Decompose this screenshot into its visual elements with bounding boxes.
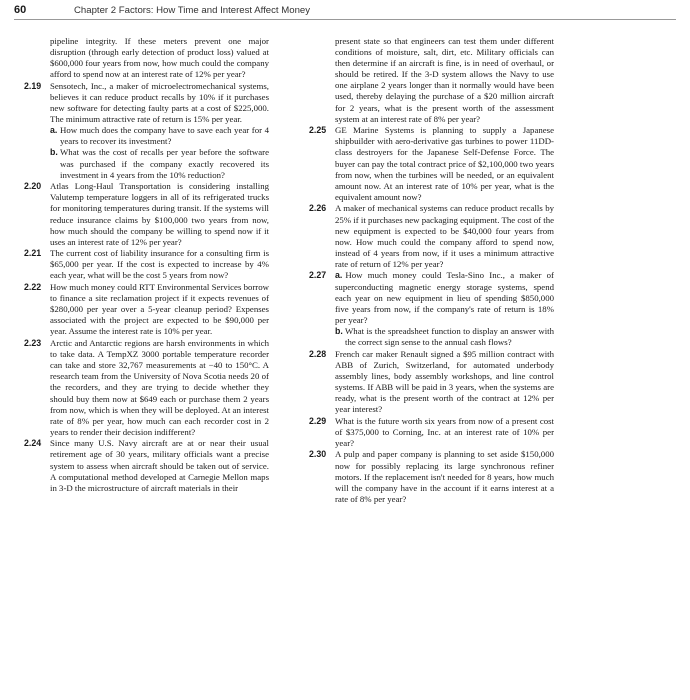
part-text: What is the spreadsheet function to display an answer with the correct sign sense to the annual cash flows? <box>345 325 554 348</box>
problem-2-19 <box>24 81 269 181</box>
problem-number: 2.22 <box>24 282 42 293</box>
problem-text: Arctic and Antarctic regions are harsh environments in which to take data. A TempXZ 3000 portable temperature recorder can take and store 32,767 measurements at −40 to 150°C. A research team from the University of Nova Scotia needs 20 of the recorders, and they are trying to decide whether they should buy them now at $649 each or purchase them 2 years from now, which is when they will be deployed. At an interest rate of 8% per year, how much can each recorder cost in 2 years to render their decision indifferent? <box>50 338 269 437</box>
problem-2-22 <box>24 282 269 337</box>
problem-2-19-part-b <box>50 147 269 180</box>
header-rule <box>14 19 676 20</box>
problem-continuation-left <box>24 36 269 80</box>
problem-number: 2.28 <box>309 348 327 359</box>
part-label: b. <box>335 325 343 336</box>
problem-continuation-right <box>309 36 554 125</box>
problem-text: pipeline integrity. If these meters prevent one major disruption (through early detection of product loss) valued at $600,000 four years from now, how much could the company afford to spend now at an interest rate of 12% per year? <box>50 36 269 80</box>
problem-2-30 <box>309 449 554 504</box>
problem-2-25 <box>309 125 554 203</box>
problem-text: What is the future worth six years from now of a present cost of $375,000 to Corning, Inc. at an interest rate of 10% per year? <box>335 415 554 448</box>
part-label: b. <box>50 147 58 158</box>
problem-number: 2.27 <box>309 270 327 281</box>
problem-2-19-part-a <box>50 125 269 147</box>
problem-2-24 <box>24 438 269 493</box>
problem-text: present state so that engineers can test them under different conditions of moisture, salt, dirt, etc. Military officials can then determine if an aircraft is fine, is in need of overhaul, or should be retired. If the 3-D system allows the Navy to use one airplane 2 years longer than it normally would have been used, thereby delaying the purchase of a $20 million aircraft for 2 years, what is the present worth of the assessment system at an interest rate of 8% per year? <box>335 36 554 124</box>
page-number: 60 <box>14 4 27 16</box>
problem-text: Sensotech, Inc., a maker of microelectromechanical systems, believes it can reduce product recalls by 10% if it purchases new software for detecting faulty parts at a cost of $225,000. The minimum attractive rate of return is 15% per year. <box>50 80 269 125</box>
part-label: a. <box>50 125 58 136</box>
problem-2-29 <box>309 416 554 449</box>
problem-2-23 <box>24 338 269 438</box>
right-column <box>309 36 554 505</box>
part-text: How much does the company have to save each year for 4 years to recover its investment? <box>60 125 269 147</box>
problem-number: 2.29 <box>309 415 327 426</box>
part-text: How much money could Tesla-Sino Inc., a maker of superconducting magnetic energy storage systems, spend each year on new equipment in lieu of spending $850,000 five years from now, if the company's rate of return is 18% per year? <box>335 270 554 325</box>
page-header <box>14 4 676 24</box>
problem-text: A maker of mechanical systems can reduce product recalls by 25% if it purchases new packaging equipment. The cost of the new equipment is expected to be $40,000 four years from now. How much could the company afford to spend now, instead of 4 years from now, if it uses a minimum attractive rate of return of 12% per year? <box>335 203 554 269</box>
problem-number: 2.20 <box>24 181 42 192</box>
problem-number: 2.19 <box>24 80 42 91</box>
problem-number: 2.23 <box>24 338 42 349</box>
problem-number: 2.26 <box>309 203 327 214</box>
problem-text: Since many U.S. Navy aircraft are at or near their usual retirement age of 30 years, military officials want a precise system to assess when aircraft should be taken out of service. A computational method developed at Carnegie Mellon maps in 3-D the microstructure of aircraft materials in their <box>50 438 269 493</box>
problem-text: The current cost of liability insurance for a consulting firm is $65,000 per year. If the cost is expected to increase by 4% each year, what will be the cost 5 years from now? <box>50 248 269 281</box>
problem-2-27-part-b <box>335 326 554 348</box>
problem-number: 2.24 <box>24 438 42 449</box>
problem-2-20 <box>24 181 269 248</box>
left-column <box>24 36 269 494</box>
part-label: a. <box>335 270 343 281</box>
problem-text: GE Marine Systems is planning to supply a Japanese shipbuilder with aero-derivative gas turbines to power 11DD-class destroyers for the Japanese Self-Defense Force. The buyer can pay the total contract price of $2,100,000 two years from now, when the turbines will be needed, or an equivalent amount now. At an interest rate of 10% per year, what is the equivalent amount now? <box>335 125 554 202</box>
problem-2-27-part-a <box>335 270 554 324</box>
problem-text: French car maker Renault signed a $95 million contract with ABB of Zurich, Switzerland, for automated underbody assembly lines, body assembly workshops, and line control systems. If ABB will be paid in 3 years, when the systems are ready, what is the present worth of the contract at 12% per year interest? <box>335 348 554 415</box>
problem-2-21 <box>24 248 269 281</box>
problem-number: 2.30 <box>309 449 327 460</box>
problem-text: A pulp and paper company is planning to set aside $150,000 now for possibly replacing its large synchronous refiner motors. If the replacement isn't needed for 8 years, how much will the company have in the account if it earns interest at a rate of 8% per year? <box>335 449 554 504</box>
problem-2-26 <box>309 203 554 270</box>
chapter-title: Chapter 2 Factors: How Time and Interest Affect Money <box>74 5 311 16</box>
problem-text: How much money could RTT Environmental Services borrow to finance a site reclamation project if it expects revenues of $280,000 per year over a 5-year cleanup period? Expenses associated with the project are expected to be $90,000 per year. Assume the interest rate is 10% per year. <box>50 282 269 337</box>
problem-2-28 <box>309 349 554 416</box>
problem-number: 2.21 <box>24 248 42 259</box>
problem-number: 2.25 <box>309 125 327 136</box>
problem-2-27 <box>309 270 554 348</box>
part-text: What was the cost of recalls per year before the software was purchased if the company exactly recovered its investment in 4 years from the 10% reduction? <box>60 147 269 180</box>
problem-text: Atlas Long-Haul Transportation is considering installing Valutemp temperature loggers in all of its refrigerated trucks for monitoring temperatures during transit. If the systems will reduce insurance claims by $100,000 two years from now, how much should the company be willing to spend now if it uses an interest rate of 12% per year? <box>50 181 269 247</box>
